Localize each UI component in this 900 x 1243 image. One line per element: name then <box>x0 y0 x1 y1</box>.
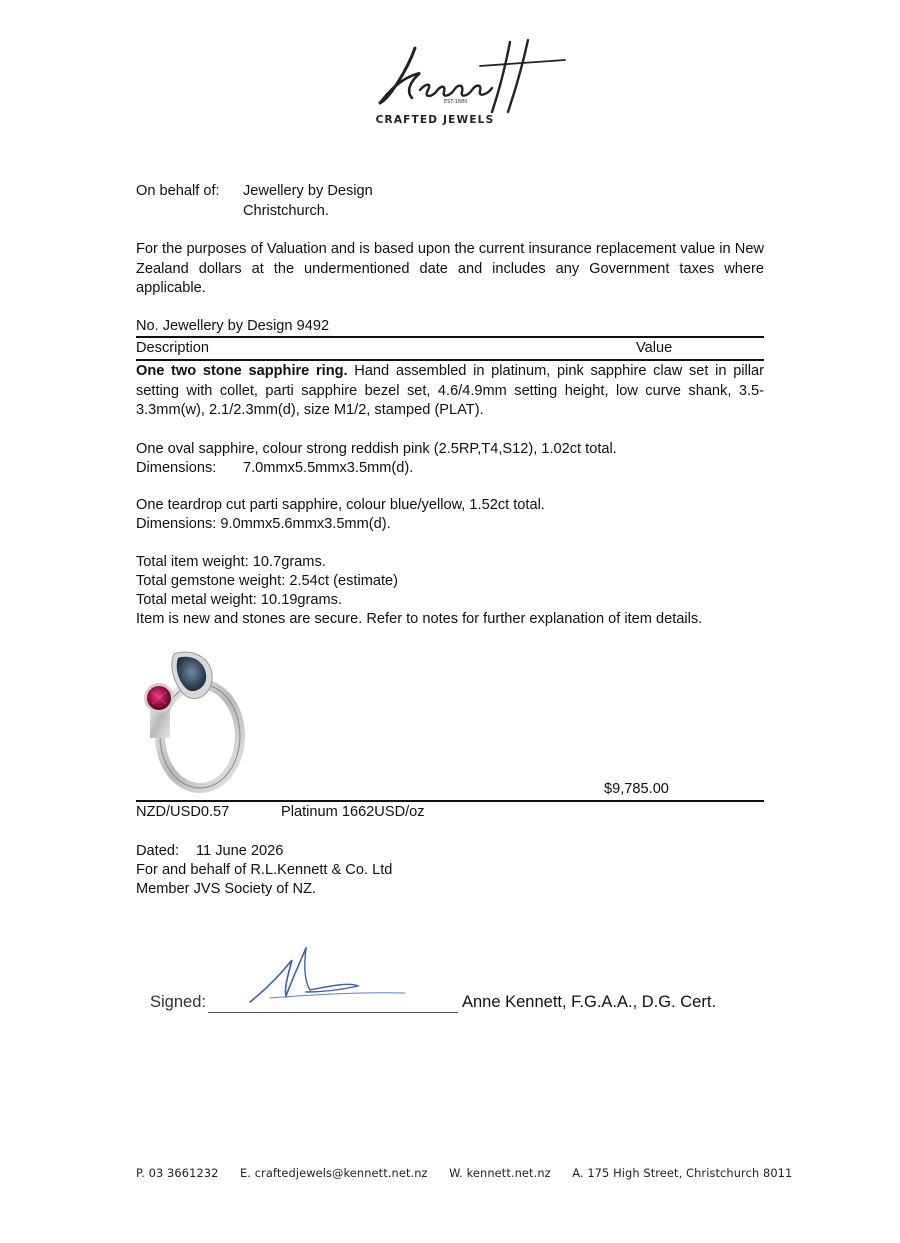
dated-label: Dated: <box>136 843 179 859</box>
table-header-rule <box>136 359 764 361</box>
recipient-city: Christchurch. <box>243 203 329 219</box>
signed-label: Signed: <box>150 993 206 1011</box>
stone2-dims: Dimensions: 9.0mmx5.6mmx3.5mm(d). <box>136 516 391 532</box>
footer-email[interactable]: E. craftedjewels@kennett.net.nz <box>239 1166 428 1180</box>
table-bottom-rule <box>136 800 764 802</box>
value-header: Value <box>636 340 673 356</box>
item-title: One two stone sapphire ring. <box>136 363 348 379</box>
signatory-name: Anne Kennett, F.G.A.A., D.G. Cert. <box>462 993 717 1011</box>
footer-address: A. 175 High Street, Christchurch 8011 <box>572 1166 793 1180</box>
total-metal-weight: Total metal weight: 10.19grams. <box>136 592 343 608</box>
total-gemstone-weight: Total gemstone weight: 2.54ct (estimate) <box>136 573 399 589</box>
membership-line: Member JVS Society of NZ. <box>136 881 317 897</box>
purpose-paragraph: For the purposes of Valuation and is based upon the current insurance replacement value in New Zealand dollars at the undermentioned date and includes any Government taxes where applicable. <box>136 241 764 296</box>
exchange-rate: NZD/USD0.57 <box>136 804 230 820</box>
stone1-dims-label: Dimensions: <box>136 460 217 476</box>
stone2-text: One teardrop cut parti sapphire, colour blue/yellow, 1.52ct total. <box>136 497 545 513</box>
ring-photo <box>138 648 250 794</box>
recipient-name: Jewellery by Design <box>243 183 373 199</box>
contact-footer <box>136 1166 793 1180</box>
metal-price: Platinum 1662USD/oz <box>281 804 425 820</box>
stone1-text: One oval sapphire, colour strong reddish pink (2.5RP,T4,S12), 1.02ct total. <box>136 441 617 457</box>
dated-value: 11 June 2026 <box>196 843 284 859</box>
brand-tagline: CRAFTED JEWELS <box>375 114 495 126</box>
description-header: Description <box>136 340 209 356</box>
stone1-dims: 7.0mmx5.5mmx3.5mm(d). <box>243 460 414 476</box>
on-behalf-label: On behalf of: <box>136 183 220 199</box>
total-item-weight: Total item weight: 10.7grams. <box>136 554 326 570</box>
footer-phone: P. 03 3661232 <box>136 1166 219 1180</box>
est-text: EST-1880 <box>444 99 468 105</box>
item-detail: Hand assembled in platinum, pink sapphire claw set in pillar setting with collet, parti sapphire bezel set, 4.6/4.9mm setting height, low curve shank, 3.5-3.3mm(w), 2.1/2.3mm(d), size M1/2, stamped (PLAT). <box>136 363 765 418</box>
company-line: For and behalf of R.L.Kennett & Co. Ltd <box>136 862 393 878</box>
item-description <box>136 362 764 421</box>
signature-scribble <box>240 940 410 1010</box>
signature-line <box>208 1012 458 1013</box>
table-top-rule <box>136 336 764 338</box>
footer-website[interactable]: W. kennett.net.nz <box>449 1166 551 1180</box>
item-value: $9,785.00 <box>604 781 669 797</box>
reference-number: No. Jewellery by Design 9492 <box>136 318 330 334</box>
condition-text: Item is new and stones are secure. Refer to notes for further explanation of item details. <box>136 611 703 627</box>
